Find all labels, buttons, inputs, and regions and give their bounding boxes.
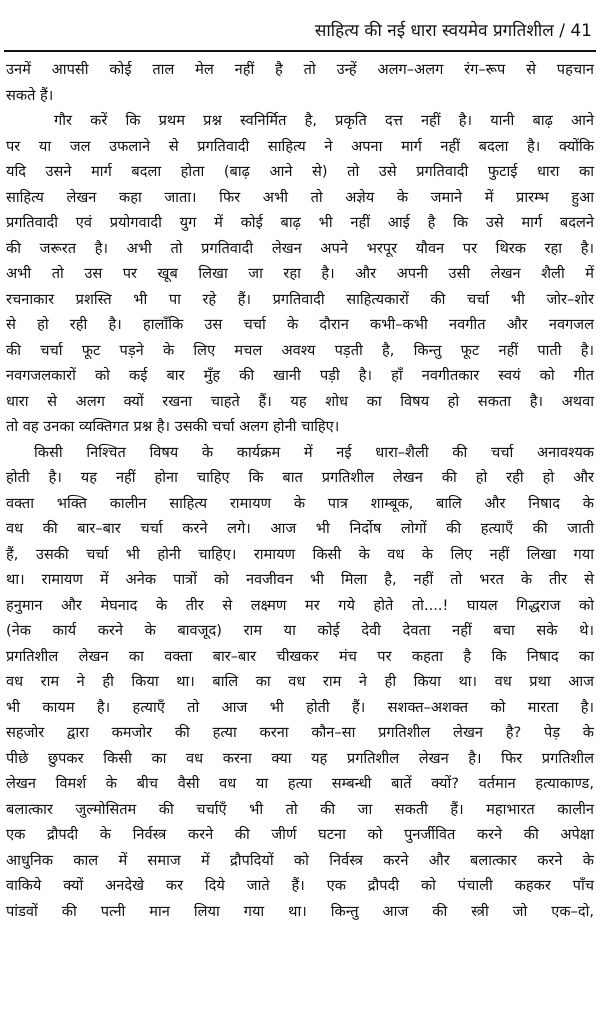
text-line: प्रगतिशील लेखन का वक्ता बार–बार चीखकर मंच पर कहता है कि निषाद का [6, 647, 594, 665]
header-rule [4, 50, 596, 52]
text-line: पर या जल उफलाने से प्रगतिवादी साहित्य ने अपना मार्ग नहीं बदला है। क्योंकि [6, 137, 594, 155]
text-line: वध की बार–बार चर्चा करने लगे। आज भी निर्दोष लोगों की हत्याएँ की जाती [6, 520, 594, 537]
text-line: की जरूरत है। अभी तो प्रगतिवादी लेखन अपने भरपूर यौवन पर थिरक रहा है। [6, 239, 594, 257]
text-line: बलात्कार जुल्मोसितम की चर्चाएँ भी तो की जा सकती हैं। महाभारत कालीन [6, 800, 594, 818]
text-line: प्रगतिवादी एवं प्रयोगवादी युग में कोई बाढ़ भी नहीं आई है कि उसे मार्ग बदलने [6, 214, 594, 231]
text-line: था। रामायण में अनेक पात्रों को नवजीवन भी मिला है, नहीं तो भरत के तीर से [6, 571, 594, 588]
text-line: उनमें आपसी कोई ताल मेल नहीं है तो उन्हें अलग–अलग रंग–रूप से पहचान [6, 61, 594, 78]
text-line: धारा से अलग क्यों रखना चाहते हैं। यह शोध का विषय हो सकता है। अथवा [6, 392, 594, 410]
text-line: आधुनिक काल में समाज में द्रौपदियों को निर्वस्त्र करने और बलात्कार करने के [6, 851, 594, 869]
running-header [8, 16, 592, 46]
running-title: साहित्य की नई धारा स्वयमेव प्रगतिशील / 41 [314, 21, 592, 41]
text-line: किसी निश्चित विषय के कार्यक्रम में नई धारा–शैली की चर्चा अनावश्यक [34, 443, 594, 461]
text-line: यदि उसने मार्ग बदला होता (बाढ़ आने से) तो उसे प्रगतिवादी फुटाई धारा का [6, 163, 594, 180]
text-line: पांडवों की पत्नी मान लिया गया था। किन्तु आज की स्त्री जो एक–दो, [6, 902, 594, 920]
text-line: वक्ता भक्ति कालीन साहित्य रामायण के पात्र शाम्बूक, बालि और निषाद के [6, 494, 594, 512]
text-line: की चर्चा फूट पड़ने के लिए मचल अवश्य पड़ती है, किन्तु फूट नहीं पाती है। [6, 341, 594, 359]
text-line: होती है। यह नहीं होना चाहिए कि बात प्रगतिशील लेखन की हो रही हो और [6, 469, 594, 486]
text-line: हैं, उसकी चर्चा भी होनी चाहिए। रामायण किसी के वध के लिए नहीं लिखा गया [6, 545, 594, 563]
text-line: अभी तो उस पर खूब लिखा जा रहा है। और अपनी उसी लेखन शैली में [6, 265, 594, 282]
text-line: गौर करें कि प्रथम प्रश्न स्वनिर्मित है, प्रकृति दत्त नहीं है। यानी बाढ़ आने [54, 112, 594, 129]
text-line: तो वह उनका व्यक्तिगत प्रश्न है। उसकी चर्चा अलग होनी चाहिए। [6, 418, 340, 435]
text-line: सहजोर द्वारा कमजोर की हत्या करना कौन–सा प्रगतिशील लेखन है? पेड़ के [6, 724, 594, 741]
text-line: लेखन विमर्श के बीच वैसी वध या हत्या सम्बन्धी बातें क्यों? वर्तमान हत्याकाण्ड, [6, 775, 594, 792]
text-line: पीछे छुपकर किसी का वध करना क्या यह प्रगतिशील लेखन है। फिर प्रगतिशील [6, 749, 594, 767]
text-line: से हो रही है। हालाँकि उस चर्चा के दौरान कभी–कभी नवगीत और नवगजल [6, 316, 594, 333]
text-line: नवगजलकारों को कई बार मुँह की खानी पड़ी है। हाँ नवगीतकार स्वयं को गीत [6, 367, 594, 384]
text-line: एक द्रौपदी के निर्वस्त्र करने की जीर्ण घटना को पुनर्जीवित करने की अपेक्षा [6, 826, 594, 843]
text-line: वध राम ने ही किया था। बालि का वध राम ने ही किया था। वध प्रथा आज [6, 673, 594, 690]
text-line: वाकिये क्यों अनदेखे कर दिये जाते हैं। एक द्रौपदी को पंचाली कहकर पाँच [6, 877, 594, 894]
text-line: (नेक कार्य करने के बावजूद) राम या कोई देवी देवता नहीं बचा सके थे। [6, 622, 594, 639]
text-line: हनुमान और मेघनाद के तीर से लक्ष्मण मर गये होते तो....! घायल गिद्धराज को [6, 596, 594, 614]
text-line: साहित्य लेखन कहा जाता। फिर अभी तो अज्ञेय के जमाने में प्रारम्भ हुआ [6, 188, 594, 206]
text-line: रचनाकार प्रशस्ति भी पा रहे हैं। प्रगतिवादी साहित्यकारों की चर्चा भी जोर–शोर [6, 290, 594, 308]
text-line: भी कायम है। हत्याएँ तो आज भी होती हैं। सशक्त–अशक्त को मारता है। [6, 698, 594, 716]
text-line: सकते हैं। [6, 86, 54, 104]
body-text [6, 57, 594, 924]
